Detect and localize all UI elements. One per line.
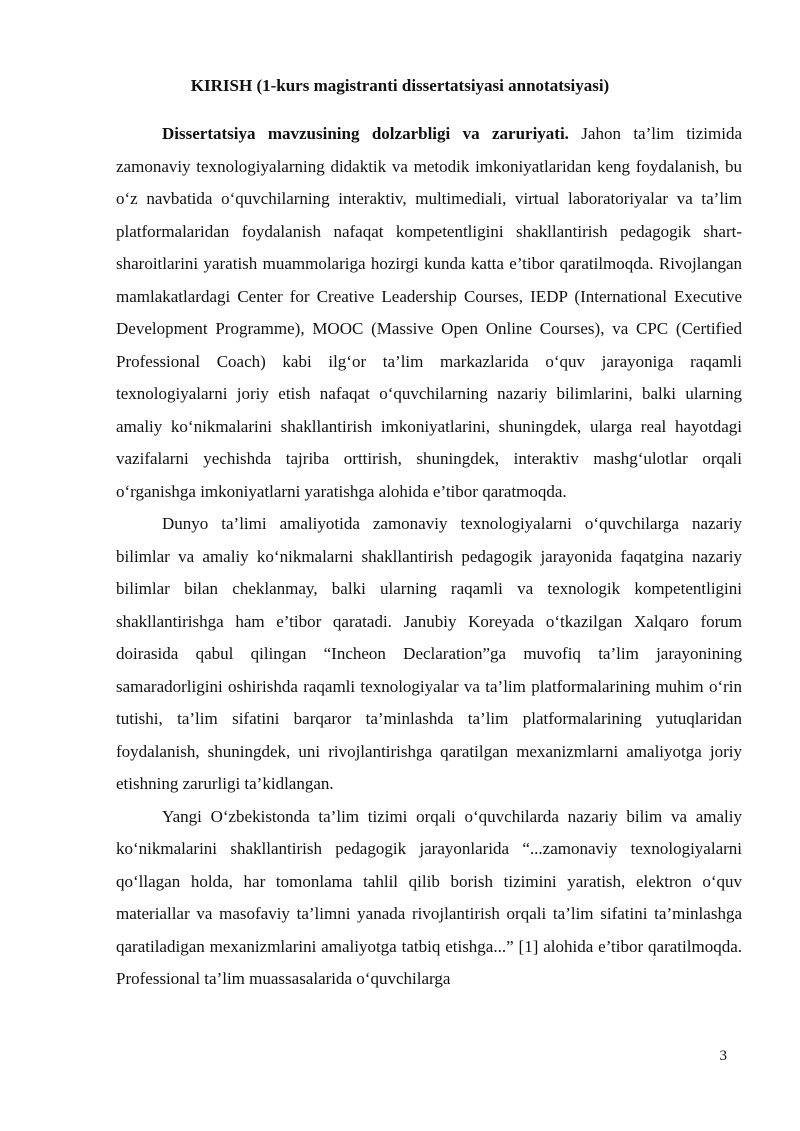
paragraph-text: Yangi O‘zbekistonda ta’lim tizimi orqali o‘quvchilarda nazariy bilim va amaliy ko‘nikmalarini shakllantirish pedagogik jarayonlarida “...zamonaviy texnologiyalarni qo‘llagan holda, har tomonlama tahlil qilib borish tizimini yaratish, elektron o‘quv materiallar va masofaviy ta’limni yanada rivojlantirish orqali ta’lim sifatini ta’minlashga qaratiladigan mexanizmlarini amaliyotga tatbiq etishga...” [1] alohida e’tibor qaratilmoqda. Professional ta’lim muassasalarida o‘quvchilarga xyxy=(116,806,742,988)
paragraph-world-practice xyxy=(116,508,742,801)
paragraph-relevance xyxy=(116,118,742,508)
paragraph-lead-heading: Dissertatsiya mavzusining dolzarbligi va zaruriyati. xyxy=(162,124,569,143)
paragraph-new-uzbekistan xyxy=(116,801,742,996)
paragraph-text: Jahon ta’lim tizimida zamonaviy texnologiyalarning didaktik va metodik imkoniyatlaridan keng foydalanish, bu o‘z navbatida o‘quvchilarning interaktiv, multimediali, virtual laboratoriyalar va ta’lim platformalaridan foydalanish nafaqat kompetentligini shakllantirish pedagogik shart-sharoitlarini yaratish muammolariga hozirgi kunda katta e’tibor qaratilmoqda. Rivojlangan mamlakatlardagi Center for Creative Leadership Courses, IEDP (International Executive Development Programme), MOOC (Massive Open Online Courses), va CPC (Certified Professional Coach) kabi ilg‘or ta’lim markazlarida o‘quv jarayoniga raqamli texnologiyalarni joriy etish nafaqat o‘quvchilarning nazariy bilimlarini, balki ularning amaliy ko‘nikmalarini shakllantirish imkoniyatlarini, shuningdek, ularga real hayotdagi vazifalarni yechishda tajriba orttirish, shuningdek, interaktiv mashg‘ulotlar orqali o‘rganishga imkoniyatlarni yaratishga alohida e’tibor qaratmoqda. xyxy=(116,124,742,501)
body-text xyxy=(116,118,742,996)
paragraph-text: Dunyo ta’limi amaliyotida zamonaviy texnologiyalarni o‘quvchilarga nazariy bilimlar va amaliy ko‘nikmalarni shakllantirish pedagogik jarayonida faqatgina nazariy bilimlar bilan cheklanmay, balki ularning raqamli va texnologik kompetentligini shakllantirishga ham e’tibor qaratadi. Janubiy Koreyada o‘tkazilgan Xalqaro forum doirasida qabul qilingan “Incheon Declaration”ga muvofiq ta’lim jarayonining samaradorligini oshirishda raqamli texnologiyalar va ta’lim platformalarining muhim o‘rin tutishi, ta’lim sifatini barqaror ta’minlashda ta’lim platformalarining yutuqlaridan foydalanish, shuningdek, uni rivojlantirishga qaratilgan mexanizmlarni amaliyotga joriy etishning zarurligi ta’kidlangan. xyxy=(116,514,742,793)
section-title: KIRISH (1-kurs magistranti dissertatsiyasi annotatsiyasi) xyxy=(190,76,610,95)
page-number: 3 xyxy=(719,1048,727,1064)
